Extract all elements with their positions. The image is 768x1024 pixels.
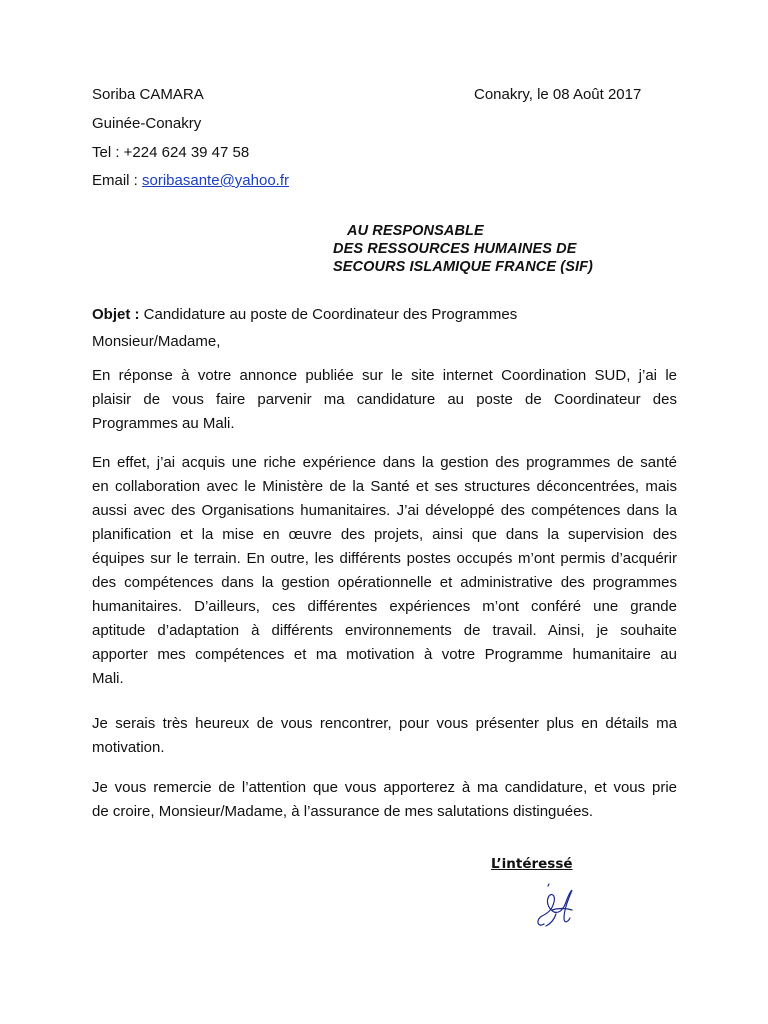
sender-name: Soriba CAMARA	[92, 86, 204, 103]
subject-text: Candidature au poste de Coordinateur des Programmes	[139, 306, 518, 323]
paragraph-line: aussi avec des Organisations humanitaires. J’ai développé des compétences dans la	[92, 502, 677, 519]
paragraph-line: motivation.	[92, 739, 165, 756]
recipient-line-3: SECOURS ISLAMIQUE FRANCE (SIF)	[333, 259, 593, 275]
email-link[interactable]: soribasante@yahoo.fr	[142, 172, 289, 189]
recipient-line-2: DES RESSOURCES HUMAINES DE	[333, 241, 577, 257]
sender-country: Guinée-Conakry	[92, 115, 202, 132]
signature-stroke	[538, 884, 572, 926]
paragraph-4	[92, 776, 677, 824]
paragraph-line: plaisir de vous faire parvenir ma candidature au poste de Coordinateur des	[92, 391, 677, 408]
subject-label: Objet :	[92, 306, 140, 323]
salutation: Monsieur/Madame,	[92, 333, 221, 350]
paragraph-line: En réponse à votre annonce publiée sur le site internet Coordination SUD, j’ai le	[92, 367, 677, 384]
paragraph-line: apporter mes compétences et ma motivation à votre Programme humanitaire au	[92, 646, 677, 663]
email-label: Email :	[92, 172, 143, 189]
letter-date: Conakry, le 08 Août 2017	[474, 86, 642, 103]
paragraph-line: En effet, j’ai acquis une riche expérience dans la gestion des programmes de santé	[92, 454, 677, 471]
recipient-line-1: AU RESPONSABLE	[347, 223, 484, 239]
paragraph-line: aptitude d’adaptation à différents environnements de travail. Ainsi, je souhaite	[92, 622, 677, 639]
paragraph-line: en collaboration avec le Ministère de la Santé et ses structures déconcentrées, mais	[92, 478, 677, 495]
paragraph-1	[92, 364, 677, 436]
paragraph-line: humanitaires. D’ailleurs, ces différentes expériences m’ont conféré une grande	[92, 598, 677, 615]
closing-signature-label: L’intéressé	[491, 856, 573, 872]
paragraph-2	[92, 451, 677, 691]
paragraph-line: Programmes au Mali.	[92, 415, 235, 432]
paragraph-line: Mali.	[92, 670, 124, 687]
paragraph-line: de croire, Monsieur/Madame, à l’assurance de mes salutations distinguées.	[92, 803, 594, 820]
paragraph-line: des compétences dans la gestion opérationnelle et administrative des programmes	[92, 574, 677, 591]
subject-line	[92, 306, 517, 323]
paragraph-line: planification et la mise en œuvre des projets, ainsi que dans la supervision des	[92, 526, 677, 543]
paragraph-3	[92, 712, 677, 760]
paragraph-line: Je vous remercie de l’attention que vous apporterez à ma candidature, et vous prie	[92, 779, 677, 796]
handwritten-signature	[526, 880, 586, 940]
paragraph-line: Je serais très heureux de vous rencontrer, pour vous présenter plus en détails ma	[92, 715, 677, 732]
sender-email-row	[92, 172, 289, 189]
paragraph-line: équipes sur le terrain. En outre, les différents postes occupés m’ont permis d’acquérir	[92, 550, 677, 567]
sender-phone: Tel : +224 624 39 47 58	[92, 144, 250, 161]
